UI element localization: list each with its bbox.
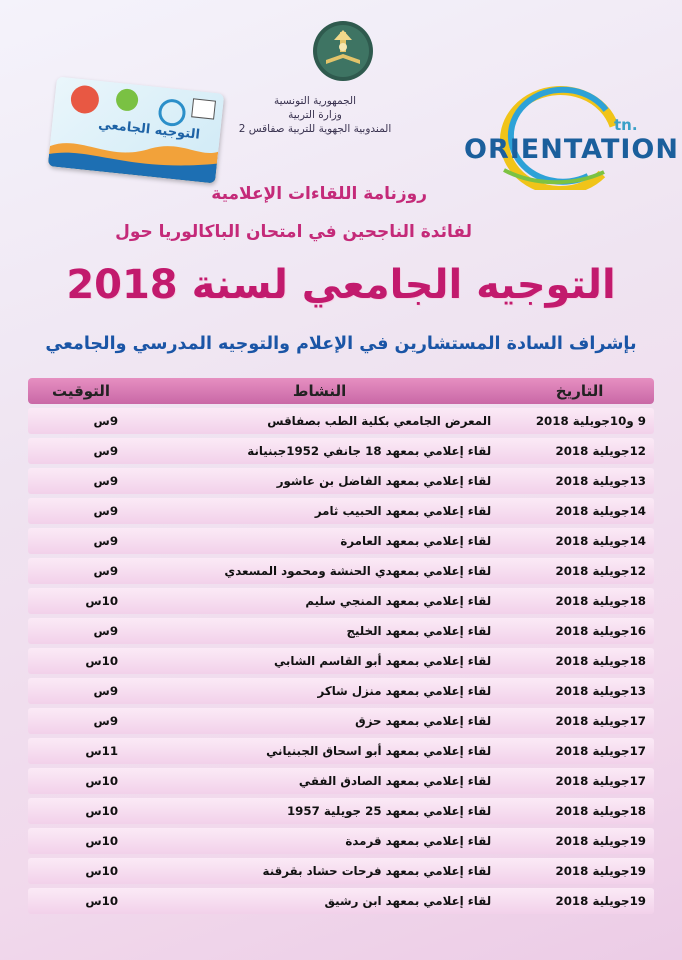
- row-date: 19جويلية 2018: [505, 888, 654, 914]
- table-row: [28, 828, 654, 854]
- row-time: 9س: [28, 618, 134, 644]
- row-activity: لقاء إعلامي بمعهد قرمدة: [134, 828, 505, 854]
- row-time: 9س: [28, 678, 134, 704]
- row-activity: لقاء إعلامي بمعهد ابن رشيق: [134, 888, 505, 914]
- table-row: [28, 618, 654, 644]
- table-row: [28, 438, 654, 464]
- table-row: [28, 768, 654, 794]
- row-activity: لقاء إعلامي بمعهد 25 جويلية 1957: [134, 798, 505, 824]
- page-subtitle: بإشراف السادة المستشارين في الإعلام والتوجيه المدرسي والجامعي: [45, 334, 637, 354]
- orientation-guide-card: [48, 76, 224, 183]
- row-date: 13جويلية 2018: [505, 468, 654, 494]
- row-date: 17جويلية 2018: [505, 768, 654, 794]
- ministry-line-regional: المندوبية الجهوية للتربية صفاقس 2: [238, 123, 392, 135]
- page-title: التوجيه الجامعي لسنة 2018: [66, 262, 616, 308]
- row-date: 18جويلية 2018: [505, 588, 654, 614]
- row-date: 14جويلية 2018: [505, 498, 654, 524]
- table-row: [28, 858, 654, 884]
- row-time: 10س: [28, 858, 134, 884]
- schedule-table: [28, 374, 654, 918]
- row-time: 11س: [28, 738, 134, 764]
- row-activity: لقاء إعلامي بمعهد حزق: [134, 708, 505, 734]
- row-date: 9 و10جويلية 2018: [505, 408, 654, 434]
- row-time: 9س: [28, 528, 134, 554]
- row-date: 13جويلية 2018: [505, 678, 654, 704]
- row-time: 10س: [28, 798, 134, 824]
- row-time: 10س: [28, 648, 134, 674]
- row-activity: لقاء إعلامي بمعهد الحبيب ثامر: [134, 498, 505, 524]
- row-date: 17جويلية 2018: [505, 738, 654, 764]
- row-activity: لقاء إعلامي بمعهد فرحات حشاد بقرقنة: [134, 858, 505, 884]
- table-row: [28, 588, 654, 614]
- row-activity: لقاء إعلامي بمعهد منزل شاكر: [134, 678, 505, 704]
- table-row: [28, 648, 654, 674]
- header-activity: النشاط: [134, 378, 505, 404]
- row-time: 9س: [28, 438, 134, 464]
- ministry-emblem-logo: [312, 20, 374, 82]
- row-activity: لقاء إعلامي بمعهد أبو القاسم الشابي: [134, 648, 505, 674]
- table-row: [28, 798, 654, 824]
- row-date: 16جويلية 2018: [505, 618, 654, 644]
- row-date: 12جويلية 2018: [505, 438, 654, 464]
- table-row: [28, 528, 654, 554]
- row-activity: المعرض الجامعي بكلية الطب بصفاقس: [134, 408, 505, 434]
- row-activity: لقاء إعلامي بمعهد الخليج: [134, 618, 505, 644]
- row-time: 9س: [28, 558, 134, 584]
- ministry-line-country: الجمهورية التونسية: [274, 95, 356, 107]
- row-date: 17جويلية 2018: [505, 708, 654, 734]
- row-activity: لقاء إعلامي بمعهد الفاضل بن عاشور: [134, 468, 505, 494]
- table-row: [28, 678, 654, 704]
- table-row: [28, 738, 654, 764]
- row-time: 10س: [28, 768, 134, 794]
- table-row: [28, 708, 654, 734]
- row-activity: لقاء إعلامي بمعهد 18 جانفي 1952جبنيانة: [134, 438, 505, 464]
- ministry-line-ministry: وزارة التربية: [288, 109, 342, 121]
- table-row: [28, 558, 654, 584]
- header-time: التوقيت: [28, 378, 134, 404]
- logo-word: ORIENTATION: [464, 134, 679, 165]
- row-time: 10س: [28, 888, 134, 914]
- row-date: 12جويلية 2018: [505, 558, 654, 584]
- logo-tld: .tn: [614, 116, 638, 134]
- row-activity: لقاء إعلامي بمعهد أبو اسحاق الجبنياني: [134, 738, 505, 764]
- row-date: 18جويلية 2018: [505, 798, 654, 824]
- table-row: [28, 888, 654, 914]
- row-time: 9س: [28, 708, 134, 734]
- row-time: 9س: [28, 468, 134, 494]
- table-header-row: [28, 378, 654, 404]
- table-row: [28, 498, 654, 524]
- guide-card-title: التوجيه الجامعي: [97, 117, 201, 143]
- row-activity: لقاء إعلامي بمعهدي الحنشة ومحمود المسعدي: [134, 558, 505, 584]
- row-activity: لقاء إعلامي بمعهد المنجي سليم: [134, 588, 505, 614]
- table-row: [28, 468, 654, 494]
- row-date: 19جويلية 2018: [505, 858, 654, 884]
- row-time: 10س: [28, 828, 134, 854]
- row-date: 14جويلية 2018: [505, 528, 654, 554]
- row-time: 9س: [28, 408, 134, 434]
- headline-line2: لفائدة الناجحين في امتحان الباكالوريا حول: [115, 222, 472, 242]
- header-date: التاريخ: [505, 378, 654, 404]
- ministry-block: [230, 94, 400, 136]
- orientation-tn-logo: [464, 86, 679, 190]
- row-activity: لقاء إعلامي بمعهد الصادق الفقي: [134, 768, 505, 794]
- row-date: 18جويلية 2018: [505, 648, 654, 674]
- row-date: 19جويلية 2018: [505, 828, 654, 854]
- table-row: [28, 408, 654, 434]
- row-time: 9س: [28, 498, 134, 524]
- headline-line1: روزنامة اللقاءات الإعلامية: [211, 184, 427, 204]
- row-activity: لقاء إعلامي بمعهد العامرة: [134, 528, 505, 554]
- row-time: 10س: [28, 588, 134, 614]
